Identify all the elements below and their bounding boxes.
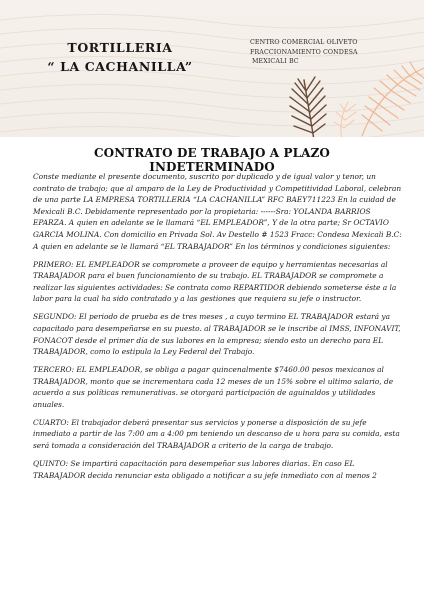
contract-body [33,171,403,488]
paragraph-quinto: QUINTO: Se impartirá capacitación para desempeñar sus labores diarias. En caso EL TRABAJADOR decida renunciar esta obligado a notificar a su jefe inmediato con al menos 2 [33,459,377,480]
address-line-2: FRACCIONAMIENTO CONDESA [250,48,358,56]
paragraph-tercero: TERCERO: EL EMPLEADOR, se obliga a pagar quincenalmente $7460.00 pesos mexicanos al TRABAJADOR, monto que se incrementara cada 12 meses de un 15% sobre el ultimo salario, de acuerdo a sus políticas remunerativas. se otorgará participación de aguinaldos y utilidades anuales. [33,365,394,409]
paragraph-segundo: SEGUNDO: El periodo de prueba es de tres meses , a cuyo termino EL TRABAJADOR estará ya capacitado para desempeñarse en su puesto. al TRABAJADOR se le inscribe al IMSS, INFONAVIT, FONACOT desde el primer día de sus labores en la empresa; siendo esto un derecho para EL TRABAJADOR, como lo estipula la Ley Federal del Trabajo. [33,312,401,357]
paragraph-preamble: Conste mediante el presente documento, suscrito por duplicado y de igual valor y tenor, un contrato de trabajo; que al amparo de la Ley de Productividad y Competitividad Laboral, celebran de una parte LA EMPRESA TORTILLERIA “LA CACHANILLA” RFC BAEY711223 En la cuidad de Mexicali B.C. Debidamente representado por la propietaria: ------Sra: YOLANDA BARRIOS EPARZA. A quien en adelante se le llamará “EL EMPLEADOR”, Y de la otra parte; Sr OCTAVIO GARCIA MOLINA. Con domicilio en Privada Sol. Av Destello # 1523 Fracc: Condesa Mexicali B.C: A quien en adelante se le llamará “EL TRABAJADOR” En los términos y condiciones siguientes: [33,172,402,251]
palm-leaf-decoration-icon [270,58,424,137]
paragraph-primero: PRIMERO: EL EMPLEADOR se compromete a proveer de equipo y herramientas necesarias al TRABAJADOR para el buen funcionamiento de su trabajo. EL TRABAJADOR se compromete a realizar las siguientes actividades: Se contrata como REPARTIDOR debiendo someterse éste a la labor para la cual ha sido contratado y a las gestiones que requiera su jefe o instructor. [33,259,397,304]
contract-title: CONTRATO DE TRABAJO A PLAZO INDETERMINADO [94,146,330,174]
paragraph-cuarto: CUARTO: El trabajador deberá presentar sus servicios y ponerse a disposición de su jefe inmediato a partir de las 7:00 am a 4:00 pm teniendo un descanso de u hora para su comida, esta será tomada a consideración del TRABAJADOR a criterio de la carga de trabajo. [33,417,400,451]
letterhead [0,0,424,137]
company-name-line-2: “ LA CACHANILLA” [47,59,193,74]
address-line-3: MEXICALI BC [252,58,299,65]
address-line-1: CENTRO COMERCIAL OLIVETO [250,39,358,46]
company-name-line-1: TORTILLERIA [67,40,173,55]
company-name [40,38,200,76]
